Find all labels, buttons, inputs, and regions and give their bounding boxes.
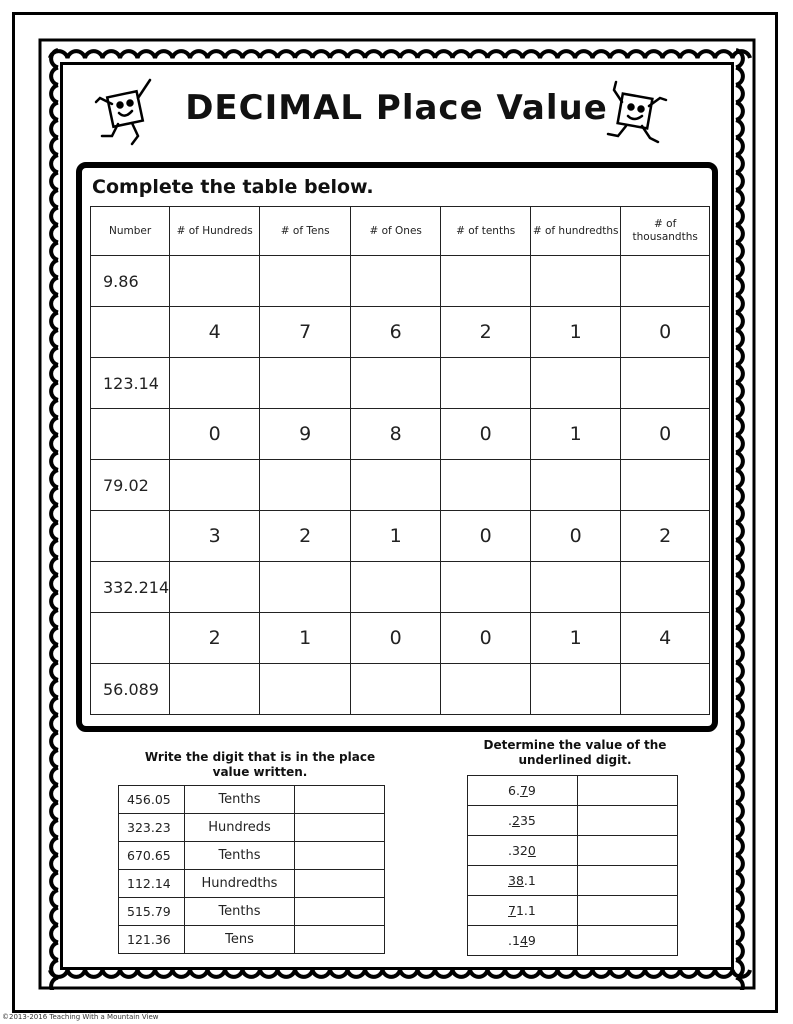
number-cell xyxy=(468,896,578,926)
number-cell xyxy=(468,926,578,956)
digit-cell[interactable] xyxy=(621,664,710,715)
digit-cell[interactable] xyxy=(260,664,351,715)
place-cell: Tenths xyxy=(185,898,295,926)
digit-cell[interactable] xyxy=(170,664,260,715)
answer-cell[interactable] xyxy=(295,842,385,870)
number-part: 6. xyxy=(508,783,520,798)
underlined-digit: 7 xyxy=(508,903,516,918)
digit-cell[interactable] xyxy=(531,562,621,613)
place-cell: Tens xyxy=(185,926,295,954)
answer-cell[interactable] xyxy=(578,806,678,836)
number-cell: 323.23 xyxy=(119,814,185,842)
digit-cell: 2 xyxy=(260,511,351,562)
place-value-table xyxy=(90,206,710,715)
copyright: ©2013-2016 Teaching With a Mountain View xyxy=(2,1013,159,1021)
place-cell: Hundreds xyxy=(185,814,295,842)
digit-cell[interactable] xyxy=(351,460,441,511)
digit-cell: 0 xyxy=(621,307,710,358)
digit-cell[interactable] xyxy=(441,562,531,613)
page-title: DECIMAL Place Value xyxy=(185,88,608,128)
digit-cell: 0 xyxy=(531,511,621,562)
place-cell: Tenths xyxy=(185,842,295,870)
number-cell: 670.65 xyxy=(119,842,185,870)
underlined-digit: 0 xyxy=(527,843,536,858)
header-cell: # of Ones xyxy=(351,207,441,256)
header-cell: # of Hundreds xyxy=(170,207,260,256)
digit-cell: 4 xyxy=(170,307,260,358)
digit-table xyxy=(118,785,385,954)
list-item xyxy=(468,776,678,806)
digit-cell: 0 xyxy=(441,613,531,664)
digit-cell[interactable] xyxy=(531,358,621,409)
list-item xyxy=(468,806,678,836)
digit-cell: 2 xyxy=(441,307,531,358)
answer-cell[interactable] xyxy=(578,926,678,956)
number-cell: 56.089 xyxy=(91,664,170,715)
list-item xyxy=(119,926,385,954)
number-part: . xyxy=(508,813,512,828)
number-part: .1 xyxy=(508,933,520,948)
number-cell: 123.14 xyxy=(91,358,170,409)
digit-cell: 4 xyxy=(621,613,710,664)
digit-cell[interactable] xyxy=(351,256,441,307)
header-cell: # of hundredths xyxy=(531,207,621,256)
number-cell: 9.86 xyxy=(91,256,170,307)
table-row xyxy=(91,409,710,460)
digit-cell[interactable] xyxy=(170,562,260,613)
header-cell: # of Tens xyxy=(260,207,351,256)
digit-cell[interactable] xyxy=(170,460,260,511)
underlined-digit: 4 xyxy=(519,933,528,948)
digit-cell: 6 xyxy=(351,307,441,358)
digit-cell[interactable] xyxy=(621,358,710,409)
number-part: 1.1 xyxy=(515,903,536,918)
list-item xyxy=(119,814,385,842)
number-cell: 79.02 xyxy=(91,460,170,511)
number-cell[interactable] xyxy=(91,511,170,562)
left-instruction: Write the digit that is in the place value written. xyxy=(144,750,376,779)
digit-cell[interactable] xyxy=(260,460,351,511)
digit-cell: 0 xyxy=(621,409,710,460)
table-row xyxy=(91,511,710,562)
answer-cell[interactable] xyxy=(578,866,678,896)
number-cell[interactable] xyxy=(91,409,170,460)
place-cell: Tenths xyxy=(185,786,295,814)
answer-cell[interactable] xyxy=(578,896,678,926)
number-cell: 121.36 xyxy=(119,926,185,954)
digit-cell[interactable] xyxy=(351,358,441,409)
number-part: 9 xyxy=(527,783,536,798)
answer-cell[interactable] xyxy=(295,870,385,898)
underlined-digit: 7 xyxy=(519,783,528,798)
answer-cell[interactable] xyxy=(295,926,385,954)
header-cell: # of tenths xyxy=(441,207,531,256)
answer-cell[interactable] xyxy=(295,786,385,814)
number-cell: 332.214 xyxy=(91,562,170,613)
table-instruction: Complete the table below. xyxy=(92,176,374,198)
digit-cell: 0 xyxy=(170,409,260,460)
underlined-digit: 38 xyxy=(508,873,524,888)
table-row xyxy=(91,562,710,613)
number-cell: 456.05 xyxy=(119,786,185,814)
table-row xyxy=(91,358,710,409)
underlined-value-table xyxy=(467,775,678,956)
digit-cell[interactable] xyxy=(441,664,531,715)
list-item xyxy=(468,836,678,866)
digit-cell[interactable] xyxy=(260,256,351,307)
digit-cell: 1 xyxy=(531,307,621,358)
table-row xyxy=(91,256,710,307)
digit-cell[interactable] xyxy=(621,562,710,613)
number-part: 35 xyxy=(519,813,536,828)
list-item xyxy=(119,870,385,898)
digit-cell: 0 xyxy=(441,511,531,562)
digit-cell[interactable] xyxy=(260,562,351,613)
number-part: .1 xyxy=(523,873,536,888)
digit-cell[interactable] xyxy=(170,358,260,409)
digit-cell: 7 xyxy=(260,307,351,358)
number-cell: 112.14 xyxy=(119,870,185,898)
list-item xyxy=(119,786,385,814)
digit-cell[interactable] xyxy=(531,256,621,307)
digit-cell: 0 xyxy=(441,409,531,460)
table-row xyxy=(91,307,710,358)
number-cell[interactable] xyxy=(91,307,170,358)
digit-cell: 3 xyxy=(170,511,260,562)
number-cell xyxy=(468,776,578,806)
answer-cell[interactable] xyxy=(295,898,385,926)
header-cell: Number xyxy=(91,207,170,256)
list-item xyxy=(119,898,385,926)
table-row xyxy=(91,613,710,664)
header-cell: # of thousandths xyxy=(621,207,710,256)
digit-cell[interactable] xyxy=(621,256,710,307)
list-item xyxy=(468,866,678,896)
digit-cell: 1 xyxy=(351,511,441,562)
table-row xyxy=(91,664,710,715)
digit-cell[interactable] xyxy=(621,460,710,511)
digit-cell: 1 xyxy=(531,409,621,460)
answer-cell[interactable] xyxy=(295,814,385,842)
list-item xyxy=(119,842,385,870)
number-part: .32 xyxy=(508,843,528,858)
right-instruction: Determine the value of the underlined digit. xyxy=(483,738,667,767)
digit-cell: 1 xyxy=(260,613,351,664)
number-cell: 515.79 xyxy=(119,898,185,926)
place-cell: Hundredths xyxy=(185,870,295,898)
digit-cell: 9 xyxy=(260,409,351,460)
number-cell xyxy=(468,806,578,836)
underlined-digit: 2 xyxy=(511,813,520,828)
digit-cell[interactable] xyxy=(531,460,621,511)
table-row xyxy=(91,460,710,511)
number-cell xyxy=(468,836,578,866)
number-cell xyxy=(468,866,578,896)
list-item xyxy=(468,896,678,926)
number-cell[interactable] xyxy=(91,613,170,664)
digit-cell: 2 xyxy=(170,613,260,664)
digit-cell[interactable] xyxy=(531,664,621,715)
number-part: 9 xyxy=(527,933,536,948)
digit-cell[interactable] xyxy=(441,256,531,307)
answer-cell[interactable] xyxy=(578,836,678,866)
digit-cell: 1 xyxy=(531,613,621,664)
answer-cell[interactable] xyxy=(578,776,678,806)
digit-cell[interactable] xyxy=(441,460,531,511)
list-item xyxy=(468,926,678,956)
digit-cell: 2 xyxy=(621,511,710,562)
digit-cell[interactable] xyxy=(170,256,260,307)
digit-cell[interactable] xyxy=(260,358,351,409)
digit-cell: 8 xyxy=(351,409,441,460)
digit-cell[interactable] xyxy=(351,664,441,715)
digit-cell: 0 xyxy=(351,613,441,664)
digit-cell[interactable] xyxy=(441,358,531,409)
digit-cell[interactable] xyxy=(351,562,441,613)
